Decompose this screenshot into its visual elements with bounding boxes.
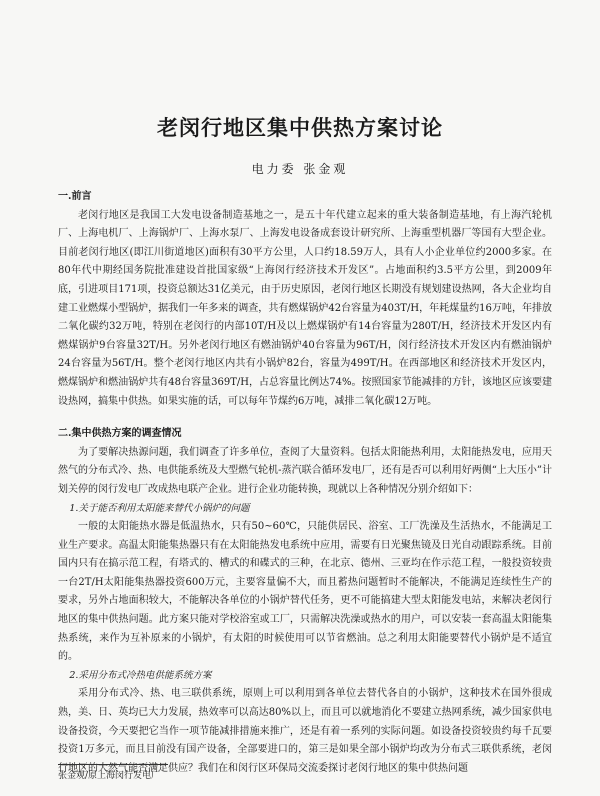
subsection-2-paragraph: 采用分布式冷、热、电三联供系统，原则上可以利用到各单位去替代各自的小锅炉，这种技术在国外很成熟，美、日、英均已大力发展，热效率可以高达80%以上，而且可以就地消化不要建立热网系统，减少国家供电设备投资，今天要把它当作一项节能减排措施来推广，还是有着一系列的实际问题。如设备投资较贵约每千瓦要投资1万多元，而且目前没有国产设备，全部要进口的，第三是如果全部小锅炉均改为分布式三联供系统，老闵行地区的大然气能否满足供应？我们在和闵行区环保局交流委探讨老闵行地区的集中供热问题 (58, 688, 552, 774)
paper-title: 老闵行地区集中供热方案讨论 (157, 115, 443, 140)
footnote-divider (58, 764, 168, 765)
section-1-heading: 一.前言 (58, 191, 92, 202)
footnote: 张金观/原上海闵行发电厂 (58, 771, 161, 781)
authors: 电力委 张金观 (251, 162, 349, 176)
spacer (58, 411, 552, 425)
body-content (58, 188, 552, 778)
section-1-paragraph: 老闵行地区是我国工大发电设备制造基地之一，是五十年代建立起来的重大装备制造基地，有上海汽轮机厂、上海电机厂、上海锅炉厂、上海水泵厂、上海发电设备成套设计研究所、上海重型机器厂等国有大型企业。目前老闵行地区(即江川街道地区)面积有30平方公里，人口约18.59万人，具有人小企业单位约2000多家。在80年代中期经国务院批准建设首批国家级“上海闵行经济技术开发区”。占地面积约3.5平方公里，到2009年底，引进项目171项，投资总额达31亿美元，由于历史原因，老闵行地区长期没有规划建设热网，各大企业均自建工业燃煤小型锅炉，据我们一年多来的调查，共有燃煤锅炉42台容量为403T/H，年耗煤量约16万吨，年排放二氧化碳约32万吨，特别在老闵行的内部10T/H及以上燃煤锅炉有14台容量为280T/H，经济技术开发区内有燃煤锅炉9台容量32T/H。另外老闵行地区有燃油锅炉40台容量为96T/H，闵行经济技术开发区内有燃油锅炉24台容量为56T/H。整个老闵行地区内共有小锅炉82台，容量为499T/H。在西部地区和经济技术开发区内，燃煤锅炉和燃油锅炉共有48台容量369T/H，占总容量比例达74%。按照国家节能减排的方针，该地区应该要建设热网，搞集中供热。如果实施的话，可以每年节煤约6万吨，减排二氧化碳12万吨。 (58, 209, 552, 407)
subsection-2-heading: 2.采用分布式冷热电供能系统方案 (69, 669, 212, 681)
section-2-heading: 二.集中供热方案的调查情况 (58, 428, 182, 440)
subsection-1-heading: 1.关于能否利用太阳能来替代小锅炉的问题 (69, 502, 250, 514)
subsection-1-paragraph: 一般的太阳能热水器是低温热水，只有50~60℃，只能供居民、浴室、工厂洗澡及生活热水，不能满足工业生产要求。高温太阳能集热器只有在太阳能热发电系统中应用，需要有日光聚焦镜及日光自动跟踪系统。目前国内只有在搞示范工程，有塔式的、槽式的和碟式的三种，在北京、德州、三亚均在作示范工程，一般投资较贵一台2T/H太阳能集热器投资600万元，主要容量偏不大，而且蓄热问题暂时不能解决，不能满足连续性生产的要求，另外占地面积较大，不能解决各单位的小锅炉替代任务，更不可能搞建大型太阳能发电站，来解决老闵行地区的集中供热问题。此方案只能对学校浴室或工厂，只需解决洗澡或热水的用户，可以安装一套高温太阳能集热系统，来作为互补原来的小锅炉，有太阳的时候使用可以节省燃油。总之利用太阳能要替代小锅炉是不适宜的。 (58, 521, 552, 663)
section-2-paragraph: 为了要解决热源问题，我们调查了许多单位，查阅了大量资料。包括太阳能热利用，太阳能热发电，应用天然气的分布式冷、热、电供能系统及大型燃气轮机-蒸汽联合循环发电厂，还有是否可以利用好两侧“上大压小”计划关停的闵行发电厂改成热电联产企业。进行企业功能转换，现就以上各种情况分别介绍如下： (58, 446, 552, 495)
